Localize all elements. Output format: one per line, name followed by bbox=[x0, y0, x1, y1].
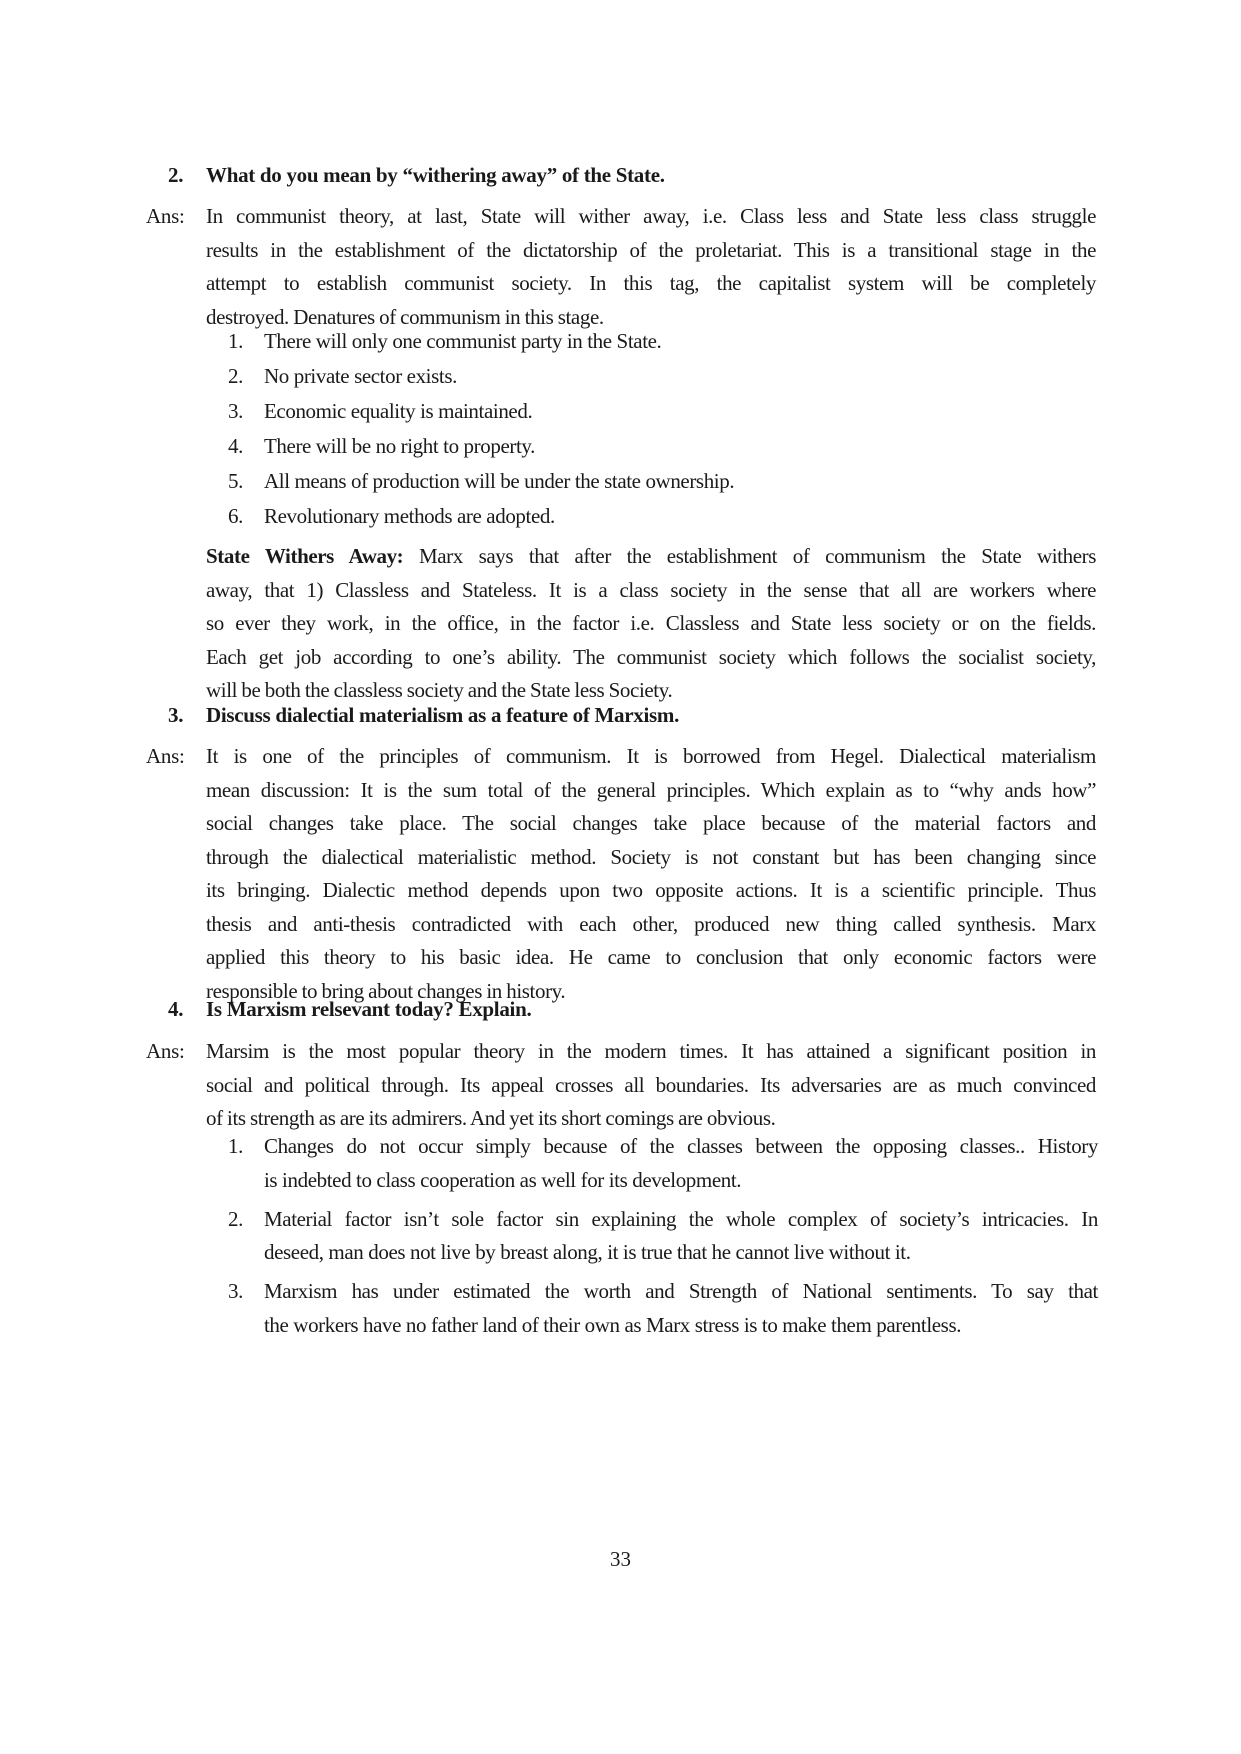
answer-line bbox=[206, 540, 1096, 574]
list-text bbox=[264, 1275, 1098, 1342]
list-line: deseed, man does not live by breast along, it is true that he cannot live without it. bbox=[264, 1240, 911, 1264]
answer-label: Ans: bbox=[146, 1039, 185, 1063]
list-item bbox=[228, 1203, 1098, 1270]
answer-line: destroyed. Denatures of communism in this stage. bbox=[206, 304, 604, 329]
answer-line: will be both the classless society and the State less Society. bbox=[206, 678, 673, 702]
list-text: Economic equality is maintained. bbox=[264, 399, 533, 423]
answer-line: thesis and anti-thesis contradicted with each other, produced new thing called synthesis. Marx bbox=[206, 911, 1096, 936]
list-number: 1. bbox=[228, 329, 243, 353]
answer-line: so ever they work, in the office, in the factor i.e. Classless and State less society or on the fields. bbox=[206, 611, 1096, 635]
list-line: the workers have no father land of their own as Marx stress is to make them parentless. bbox=[264, 1312, 962, 1337]
list-item bbox=[228, 465, 1098, 499]
list-text: All means of production will be under the state ownership. bbox=[264, 469, 735, 493]
list-text: There will only one communist party in the State. bbox=[264, 329, 662, 353]
list-item bbox=[228, 1130, 1098, 1197]
list-line: Marxism has under estimated the worth and Strength of National sentiments. To say that bbox=[264, 1279, 1098, 1303]
answer-4-paragraph bbox=[206, 1035, 1096, 1136]
question-number: 4. bbox=[168, 997, 184, 1021]
answer-line: Each get job according to one’s ability. The communist society which follows the socialist society, bbox=[206, 644, 1096, 669]
answer-line: In communist theory, at last, State will wither away, i.e. Class less and State less class struggle bbox=[206, 204, 1096, 228]
list-number: 3. bbox=[228, 399, 243, 423]
list-number: 3. bbox=[228, 1279, 243, 1303]
question-2-heading bbox=[168, 163, 665, 188]
answer-label: Ans: bbox=[146, 204, 185, 228]
list-number: 2. bbox=[228, 364, 243, 388]
answer-2-paragraph bbox=[206, 200, 1096, 334]
list-text bbox=[264, 1130, 1098, 1197]
question-title: Is Marxism relsevant today? Explain. bbox=[206, 997, 532, 1021]
answer-line: It is one of the principles of communism. It is borrowed from Hegel. Dialectical materialism bbox=[206, 744, 1096, 768]
list-number: 6. bbox=[228, 504, 243, 528]
answer-line: responsible to bring about changes in history. bbox=[206, 978, 566, 1003]
answer-line: mean discussion: It is the sum total of the general principles. Which explain as to “why ands how” bbox=[206, 777, 1096, 802]
list-number: 4. bbox=[228, 434, 243, 458]
list-item bbox=[228, 1275, 1098, 1342]
list-item bbox=[228, 430, 1098, 464]
answer-line: attempt to establish communist society. In this tag, the capitalist system will be completely bbox=[206, 271, 1096, 295]
list-line: Changes do not occur simply because of the classes between the opposing classes.. History bbox=[264, 1134, 1098, 1158]
shortcomings-list bbox=[228, 1130, 1098, 1342]
question-title: Discuss dialectial materialism as a feature of Marxism. bbox=[206, 703, 680, 727]
page-number: 33 bbox=[610, 1547, 631, 1571]
answer-line: applied this theory to his basic idea. He came to conclusion that only economic factors were bbox=[206, 945, 1096, 969]
list-line: is indebted to class cooperation as well for its development. bbox=[264, 1167, 742, 1192]
list-number: 2. bbox=[228, 1206, 243, 1231]
list-text: Revolutionary methods are adopted. bbox=[264, 504, 555, 528]
list-text: No private sector exists. bbox=[264, 364, 457, 388]
answer-line: results in the establishment of the dictatorship of the proletariat. This is a transitional stage in the bbox=[206, 237, 1096, 262]
answer-line: through the dialectical materialistic method. Society is not constant but has been changing since bbox=[206, 844, 1096, 869]
line-text: Marx says that after the establishment of communism the State withers bbox=[403, 544, 1097, 568]
list-line: Material factor isn’t sole factor sin explaining the whole complex of society’s intricacies. In bbox=[264, 1206, 1098, 1231]
list-text: There will be no right to property. bbox=[264, 434, 535, 458]
features-list bbox=[228, 325, 1098, 534]
answer-line: social and political through. Its appeal crosses all boundaries. Its adversaries are as much convinced bbox=[206, 1072, 1096, 1097]
list-item bbox=[228, 395, 1098, 429]
list-text bbox=[264, 1203, 1098, 1270]
answer-line: Marsim is the most popular theory in the modern times. It has attained a significant position in bbox=[206, 1039, 1096, 1063]
answer-label: Ans: bbox=[146, 744, 185, 768]
question-3-heading bbox=[168, 703, 679, 728]
answer-line: of its strength as are its admirers. And yet its short comings are obvious. bbox=[206, 1106, 776, 1130]
list-item bbox=[228, 325, 1098, 359]
list-item bbox=[228, 500, 1098, 534]
answer-3-paragraph bbox=[206, 740, 1096, 1008]
list-item bbox=[228, 360, 1098, 394]
list-number: 5. bbox=[228, 469, 243, 493]
question-4-heading bbox=[168, 997, 531, 1022]
answer-line: its bringing. Dialectic method depends upon two opposite actions. It is a scientific principle. Thus bbox=[206, 878, 1096, 902]
inline-heading: State Withers Away: bbox=[206, 544, 404, 568]
question-title: What do you mean by “withering away” of the State. bbox=[206, 163, 665, 187]
question-number: 2. bbox=[168, 163, 184, 187]
question-number: 3. bbox=[168, 703, 184, 727]
state-withers-away-paragraph bbox=[206, 540, 1096, 708]
answer-line: social changes take place. The social changes take place because of the material factors and bbox=[206, 811, 1096, 835]
answer-line: away, that 1) Classless and Stateless. It is a class society in the sense that all are workers where bbox=[206, 577, 1096, 602]
list-number: 1. bbox=[228, 1134, 243, 1158]
